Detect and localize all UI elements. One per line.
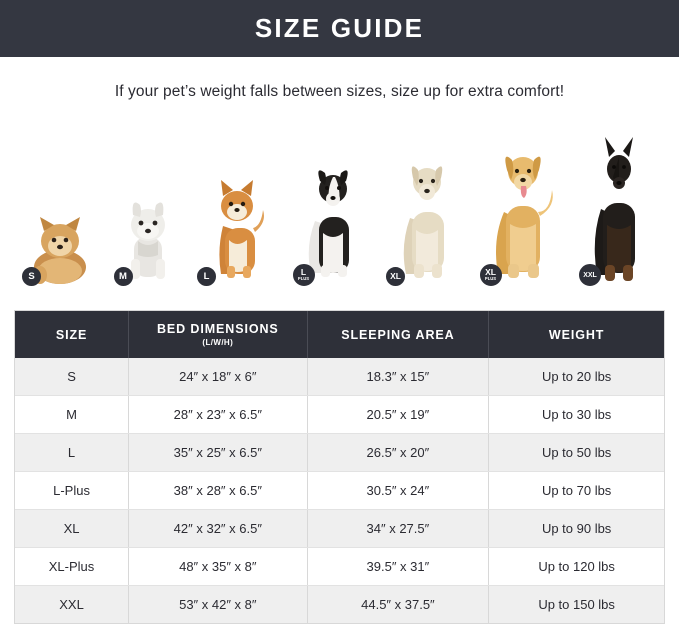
dog-item-doberman [583, 135, 653, 290]
dog-item-shiba-inu [201, 170, 273, 290]
header-bed-label: BED DIMENSIONS [156, 322, 279, 336]
golden-retriever-icon [484, 140, 560, 285]
table-row [15, 472, 664, 510]
cell-sleeping: 39.5″ x 31″ [307, 548, 489, 586]
header-size [15, 311, 129, 358]
cell-sleeping: 44.5″ x 37.5″ [307, 586, 489, 624]
dog-item-pomeranian [26, 205, 94, 290]
cell-sleeping: 18.3″ x 15″ [307, 358, 489, 396]
badge-label: XL [485, 267, 496, 278]
page-title: SIZE GUIDE [254, 13, 425, 43]
badge-label: XXL [583, 271, 597, 279]
dog-item-golden-retriever [484, 140, 560, 290]
cell-sleeping: 30.5″ x 24″ [307, 472, 489, 510]
table-row [15, 548, 664, 586]
badge-label: L [203, 270, 210, 282]
badge-label: M [119, 270, 127, 282]
size-badge-l [197, 267, 216, 286]
table-header [15, 311, 664, 358]
table-row [15, 434, 664, 472]
cell-size: S [15, 358, 129, 396]
table-row [15, 358, 664, 396]
size-badge-m [114, 267, 133, 286]
cell-size: L-Plus [15, 472, 129, 510]
cell-weight: Up to 50 lbs [489, 434, 664, 472]
header-bed-sublabel: (L/W/H) [202, 338, 234, 347]
header-sleeping-label: SLEEPING AREA [341, 327, 455, 342]
size-badge-xxl [579, 264, 601, 286]
cell-sleeping: 20.5″ x 19″ [307, 396, 489, 434]
cell-size: M [15, 396, 129, 434]
badge-label: S [28, 270, 35, 282]
header-bed-dimensions [129, 311, 307, 358]
dog-item-french-bulldog [118, 185, 178, 290]
doberman-icon [583, 135, 653, 285]
cell-bed: 35″ x 25″ x 6.5″ [129, 434, 307, 472]
size-badge-l-plus [293, 264, 315, 286]
cell-size: L [15, 434, 129, 472]
size-badge-xl-plus [480, 264, 502, 286]
dog-item-border-collie [297, 155, 367, 290]
cell-size: XL-Plus [15, 548, 129, 586]
badge-label: XL [390, 271, 401, 282]
table-row [15, 586, 664, 624]
cell-weight: Up to 150 lbs [489, 586, 664, 624]
cell-bed: 28″ x 23″ x 6.5″ [129, 396, 307, 434]
header-sleeping-area [307, 311, 489, 358]
cell-sleeping: 34″ x 27.5″ [307, 510, 489, 548]
size-table-wrapper [14, 310, 665, 624]
size-table [15, 311, 664, 623]
cell-bed: 42″ x 32″ x 6.5″ [129, 510, 307, 548]
cell-weight: Up to 90 lbs [489, 510, 664, 548]
header-size-label: SIZE [55, 327, 88, 342]
table-body [15, 358, 664, 623]
table-header-row [15, 311, 664, 358]
cell-size: XL [15, 510, 129, 548]
badge-label: L [300, 267, 307, 278]
header-weight-label: WEIGHT [548, 327, 605, 342]
cell-sleeping: 26.5″ x 20″ [307, 434, 489, 472]
cell-weight: Up to 120 lbs [489, 548, 664, 586]
dog-illustration-row [14, 115, 665, 290]
cell-weight: Up to 20 lbs [489, 358, 664, 396]
dog-item-labrador [390, 150, 460, 290]
size-badge-s [22, 267, 41, 286]
badge-sublabel: PLUS [297, 276, 310, 282]
cell-bed: 53″ x 42″ x 8″ [129, 586, 307, 624]
cell-weight: Up to 70 lbs [489, 472, 664, 510]
table-row [15, 396, 664, 434]
labrador-icon [390, 150, 460, 285]
cell-size: XXL [15, 586, 129, 624]
badge-sublabel: PLUS [484, 276, 497, 282]
subtitle-text: If your pet’s weight falls between sizes, size up for extra comfort! [114, 83, 565, 100]
cell-weight: Up to 30 lbs [489, 396, 664, 434]
size-badge-xl [386, 267, 405, 286]
cell-bed: 38″ x 28″ x 6.5″ [129, 472, 307, 510]
table-row [15, 510, 664, 548]
header-bar [0, 0, 679, 57]
header-weight [489, 311, 664, 358]
cell-bed: 48″ x 35″ x 8″ [129, 548, 307, 586]
cell-bed: 24″ x 18″ x 6″ [129, 358, 307, 396]
